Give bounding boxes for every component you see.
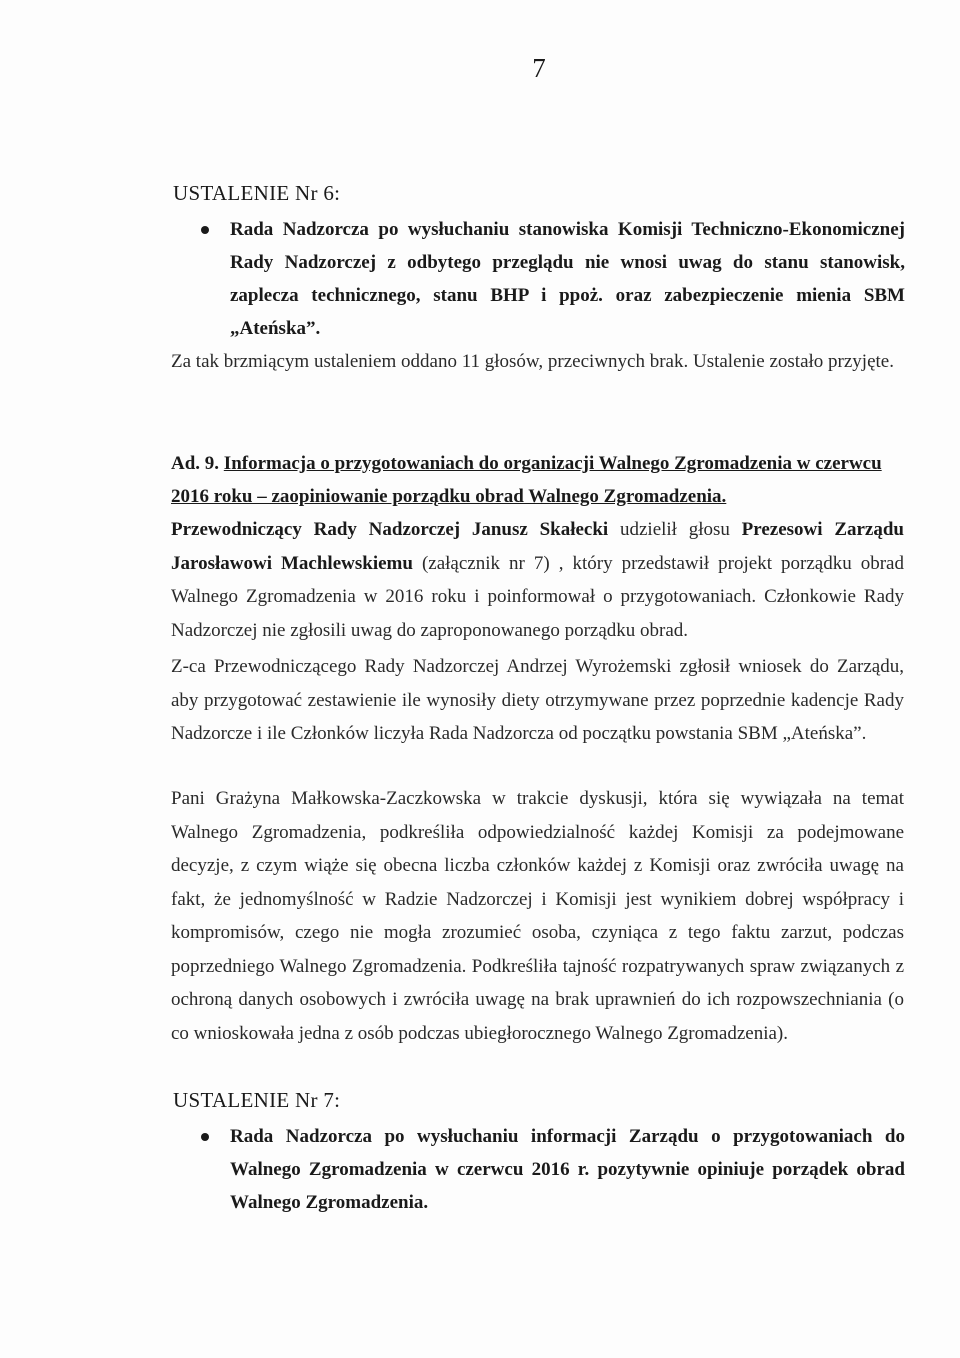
resolution-7-text: Rada Nadzorcza po wysłuchaniu informacji Zarządu o przygotowaniach do Walnego Zgromadzenia w czerwcu 2016 r. pozytywnie opiniuje porządek obrad Walnego Zgromadzenia. [230, 1126, 905, 1213]
bullet-icon [201, 1133, 209, 1141]
resolution-6-bullet [205, 213, 905, 345]
text-span: udzielił głosu [608, 519, 742, 540]
president-name: Prezesowi Zarządu Jarosławowi Machlewskiemu [171, 519, 904, 574]
bullet-icon [201, 226, 209, 234]
paragraph-chairman [171, 513, 904, 647]
agenda-item-label: Ad. 9. [171, 453, 220, 474]
text-span: (załącznik nr 7) , który przedstawił projekt porządku obrad Walnego Zgromadzenia w 2016 roku i poinformował o przygotowaniach. Członkowie Rady Nadzorczej nie zgłosili uwag do zaproponowanego porządku obrad. [171, 552, 904, 641]
resolution-7-bullet [205, 1120, 905, 1219]
agenda-item-title: Informacja o przygotowaniach do organizacji Walnego Zgromadzenia w czerwcu 2016 roku – zaopiniowanie porządku obrad Walnego Zgromadzenia. [171, 453, 882, 507]
paragraph-discussion: Pani Grażyna Małkowska-Zaczkowska w trakcie dyskusji, która się wywiązała na temat Walnego Zgromadzenia, podkreśliła odpowiedzialność każdej Komisji za podejmowane decyzje, z czym wiąże się obecna liczba członków każdej z Komisji oraz zwróciła uwagę na fakt, że jednomyślność w Radzie Nadzorczej i Komisji jest wynikiem dobrej współpracy i kompromisów, czego nie mogła zrozumieć osoba, czyniąca z tego faktu zarzut, podczas poprzedniego Walnego Zgromadzenia. Podkreśliła tajność rozpatrywanych spraw związanych z ochroną danych osobowych i zwróciła uwagę na brak uprawnień do ich rozpowszechniania (o co wnioskowała jedna z osób podczas ubiegłorocznego Walnego Zgromadzenia). [171, 788, 904, 1044]
resolution-6-heading: USTALENIE Nr 6: [173, 181, 341, 205]
page-number: 7 [532, 53, 546, 83]
resolution-6-text: Rada Nadzorcza po wysłuchaniu stanowiska Komisji Techniczno-Ekonomicznej Rady Nadzorczej z odbytego przeglądu nie wnosi uwag do stanu stanowisk, zaplecza technicznego, stanu BHP i ppoż. oraz zabezpieczenie mienia SBM „Ateńska”. [230, 219, 905, 339]
agenda-item-9 [171, 447, 911, 513]
resolution-6-vote: Za tak brzmiącym ustaleniem oddano 11 głosów, przeciwnych brak. Ustalenie zostało przyjęte. [171, 351, 894, 372]
chairman-name: Przewodniczący Rady Nadzorczej Janusz Skałecki [171, 519, 609, 540]
resolution-7-heading: USTALENIE Nr 7: [173, 1088, 341, 1112]
paragraph-deputy: Z-ca Przewodniczącego Rady Nadzorczej Andrzej Wyrożemski zgłosił wniosek do Zarządu, aby przygotować zestawienie ile wynosiły diety otrzymywane przez poprzednie kadencje Rady Nadzorcze i ile Członków liczyła Rada Nadzorcza od początku powstania SBM „Ateńska”. [171, 656, 904, 744]
